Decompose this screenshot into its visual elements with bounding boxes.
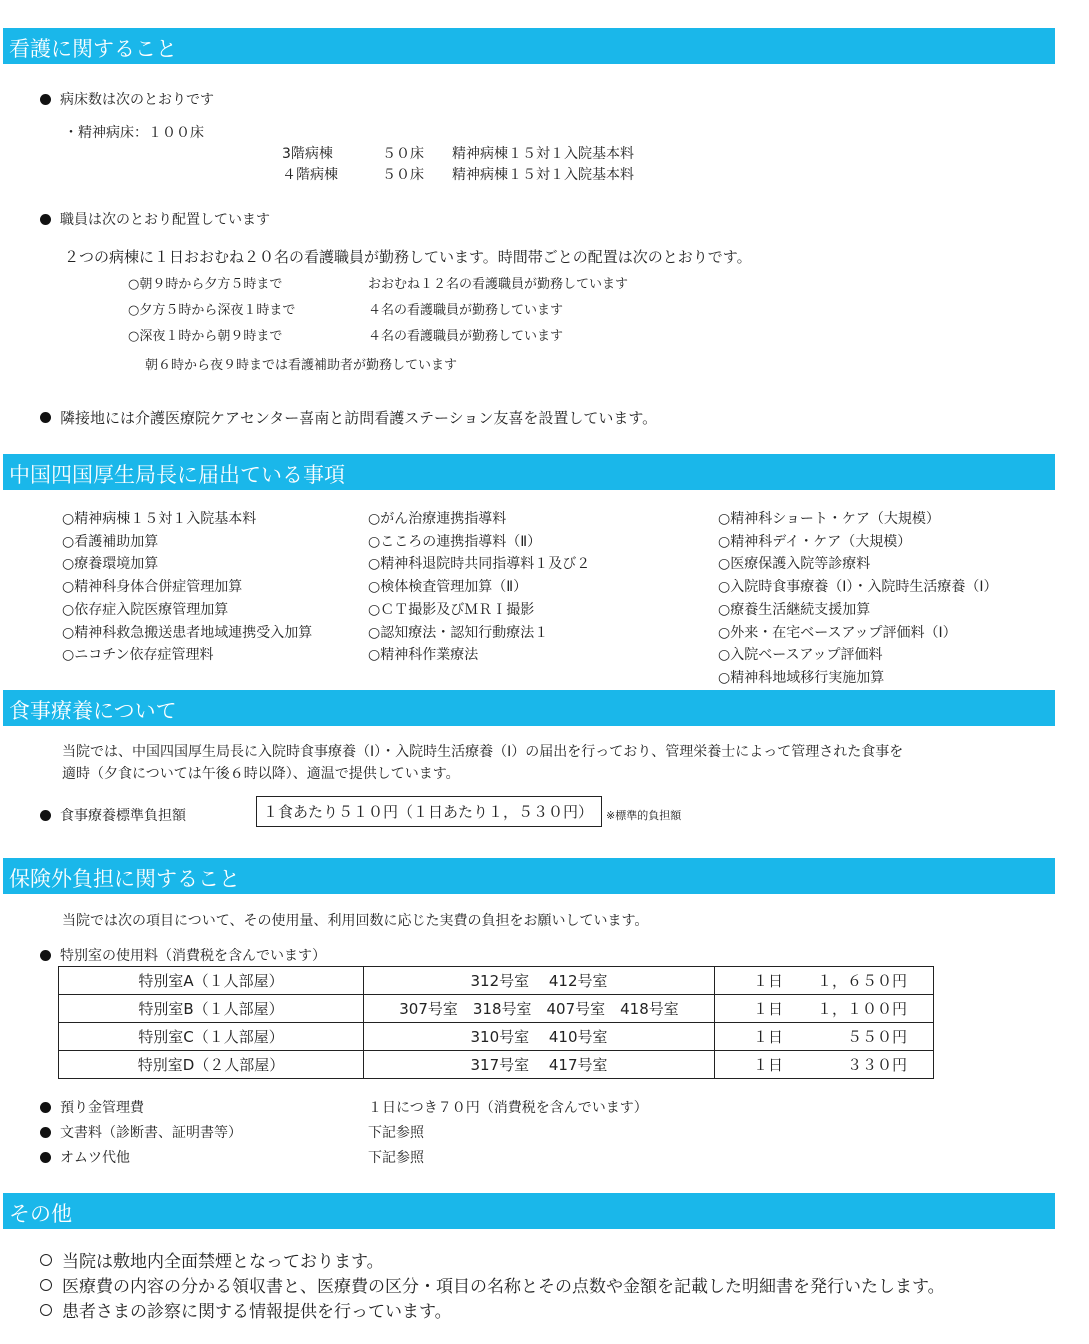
meal-fee-note: ※標準的負担額 — [606, 809, 682, 822]
shift-detail: おおむね１２名の看護職員が勤務しています — [368, 277, 629, 292]
table-row — [59, 1051, 934, 1079]
meal-fee-value: １食あたり５１０円（１日あたり１，５３０円） — [256, 796, 602, 827]
circle-bullet-icon — [40, 1254, 52, 1266]
filing-item: ○精神科退院時共同指導料１及び２ — [368, 556, 591, 573]
extra-costs-intro: 当院では次の項目について、その使用量、利用回数に応じた実費の負担をお願いしています。 — [62, 913, 649, 929]
filing-item: ○入院ベースアップ評価料 — [718, 647, 883, 664]
extra-item-label: オムツ代他 — [40, 1147, 130, 1167]
filing-item: ○検体検査管理加算（Ⅱ） — [368, 579, 528, 596]
room-type: 特別室B（１人部屋） — [59, 995, 364, 1023]
meals-text-line2: 適時（夕食については午後６時以降）、適温で提供しています。 — [62, 766, 460, 782]
filing-item: ○入院時食事療養（Ⅰ）・入院時生活療養（Ⅰ） — [718, 579, 998, 596]
bullet-icon — [40, 1152, 51, 1163]
filing-item: ○精神科作業療法 — [368, 647, 479, 664]
room-fee-table — [58, 966, 934, 1079]
extra-item-value: 下記参照 — [368, 1125, 424, 1141]
table-row — [59, 1023, 934, 1051]
table-row — [59, 995, 934, 1023]
circle-bullet-icon — [40, 1304, 52, 1316]
other-item: 当院は敷地内全面禁煙となっております。 — [40, 1247, 384, 1272]
bullet-icon — [40, 1102, 51, 1113]
bullet-icon — [40, 810, 51, 821]
room-numbers: 307号室 318号室 407号室 418号室 — [364, 995, 715, 1023]
shift-time: ○深夜１時から朝９時まで — [128, 329, 283, 344]
filing-item: ○ＣＴ撮影及びＭＲＩ撮影 — [368, 601, 535, 618]
shift-time: ○夕方５時から深夜１時まで — [128, 303, 296, 318]
room-price-cell: １日 ３３０円 — [715, 1051, 934, 1079]
filings-col1 — [62, 508, 312, 667]
adjacent-note: 隣接地には介護医療院ケアセンター喜南と訪問看護ステーション友喜を設置しています。 — [40, 407, 657, 428]
filings-col2 — [368, 508, 590, 667]
section-header-extra-costs — [3, 858, 1055, 894]
bullet-icon — [40, 1127, 51, 1138]
filing-item: ○精神病棟１５対１入院基本料 — [62, 511, 257, 527]
extra-item-value: １日につき７０円（消費税を含んでいます） — [368, 1100, 648, 1116]
assistant-note: 朝６時から夜９時までは看護補助者が勤務しています — [145, 358, 458, 373]
extra-item-label: 預り金管理費 — [40, 1097, 144, 1117]
other-item: 医療費の内容の分かる領収書と、医療費の区分・項目の名称とその点数や金額を記載した明細書を発行いたします。 — [40, 1272, 945, 1297]
filing-item: ○精神科救急搬送患者地域連携受入加算 — [62, 624, 313, 641]
filing-item: ○療養環境加算 — [62, 556, 159, 573]
meal-fee-label: 食事療養標準負担額 — [40, 805, 186, 825]
section-title: 食事療養について — [9, 699, 177, 723]
ward-beds: ５０床 — [382, 167, 424, 183]
section-header-filings — [3, 454, 1055, 490]
filing-item: ○こころの連携指導料（Ⅱ） — [368, 533, 542, 550]
filing-item: ○ニコチン依存症管理料 — [62, 647, 214, 664]
filing-item: ○がん治療連携指導料 — [368, 511, 507, 527]
section-title: その他 — [9, 1202, 72, 1226]
beds-total: ・精神病床：１００床 — [64, 125, 204, 141]
room-type: 特別室C（１人部屋） — [59, 1023, 364, 1051]
filings-col3 — [718, 508, 997, 690]
table-row — [59, 967, 934, 995]
filing-item: ○看護補助加算 — [62, 533, 159, 550]
section-header-nursing — [3, 28, 1055, 64]
ward-name: 3階病棟 — [282, 146, 333, 162]
section-title: 中国四国厚生局長に届出ている事項 — [9, 463, 345, 487]
section-title: 看護に関すること — [9, 37, 177, 61]
other-item: 患者さまの診察に関する情報提供を行っています。 — [40, 1297, 452, 1322]
room-heading: 特別室の使用料（消費税を含んでいます） — [40, 945, 326, 965]
room-price-cell: １日 １，１００円 — [715, 995, 934, 1023]
ward-name: ４階病棟 — [282, 167, 338, 183]
filing-item: ○精神科ショート・ケア（大規模） — [718, 511, 940, 527]
filing-item: ○依存症入院医療管理加算 — [62, 601, 229, 618]
beds-heading: 病床数は次のとおりです — [40, 89, 214, 109]
staff-heading: 職員は次のとおり配置しています — [40, 209, 270, 229]
room-type: 特別室D（２人部屋） — [59, 1051, 364, 1079]
room-numbers: 317号室 417号室 — [364, 1051, 715, 1079]
shift-detail: ４名の看護職員が勤務しています — [368, 329, 564, 344]
section-header-meals — [3, 690, 1055, 726]
room-numbers: 312号室 412号室 — [364, 967, 715, 995]
ward-beds: ５０床 — [382, 146, 424, 162]
filing-item: ○認知療法・認知行動療法１ — [368, 624, 549, 641]
ward-fee: 精神病棟１５対１入院基本料 — [452, 146, 634, 162]
bullet-icon — [40, 412, 51, 423]
room-price-cell: １日 １，６５０円 — [715, 967, 934, 995]
filing-item: ○精神科身体合併症管理加算 — [62, 579, 243, 596]
ward-fee: 精神病棟１５対１入院基本料 — [452, 167, 634, 183]
circle-bullet-icon — [40, 1279, 52, 1291]
bullet-icon — [40, 950, 51, 961]
filing-item: ○療養生活継続支援加算 — [718, 601, 871, 618]
extra-item-label: 文書料（診断書、証明書等） — [40, 1122, 242, 1142]
meals-text-line1: 当院では、中国四国厚生局長に入院時食事療養（Ⅰ）・入院時生活療養（Ⅰ）の届出を行っており、管理栄養士によって管理された食事を — [62, 744, 904, 760]
bullet-icon — [40, 214, 51, 225]
room-type: 特別室A（１人部屋） — [59, 967, 364, 995]
filing-item: ○精神科デイ・ケア（大規模） — [718, 533, 912, 550]
shift-detail: ４名の看護職員が勤務しています — [368, 303, 564, 318]
filing-item: ○外来・在宅ベースアップ評価料（Ⅰ） — [718, 624, 957, 641]
room-numbers: 310号室 410号室 — [364, 1023, 715, 1051]
section-header-other — [3, 1193, 1055, 1229]
room-price-cell: １日 ５５０円 — [715, 1023, 934, 1051]
shift-time: ○朝９時から夕方５時まで — [128, 277, 283, 292]
extra-item-value: 下記参照 — [368, 1150, 424, 1166]
bullet-icon — [40, 94, 51, 105]
filing-item: ○精神科地域移行実施加算 — [718, 669, 885, 686]
section-title: 保険外負担に関すること — [9, 867, 240, 891]
filing-item: ○医療保護入院等診療料 — [718, 556, 871, 573]
staff-intro: ２つの病棟に１日おおむね２０名の看護職員が勤務しています。時間帯ごとの配置は次のとおりです。 — [64, 248, 752, 266]
